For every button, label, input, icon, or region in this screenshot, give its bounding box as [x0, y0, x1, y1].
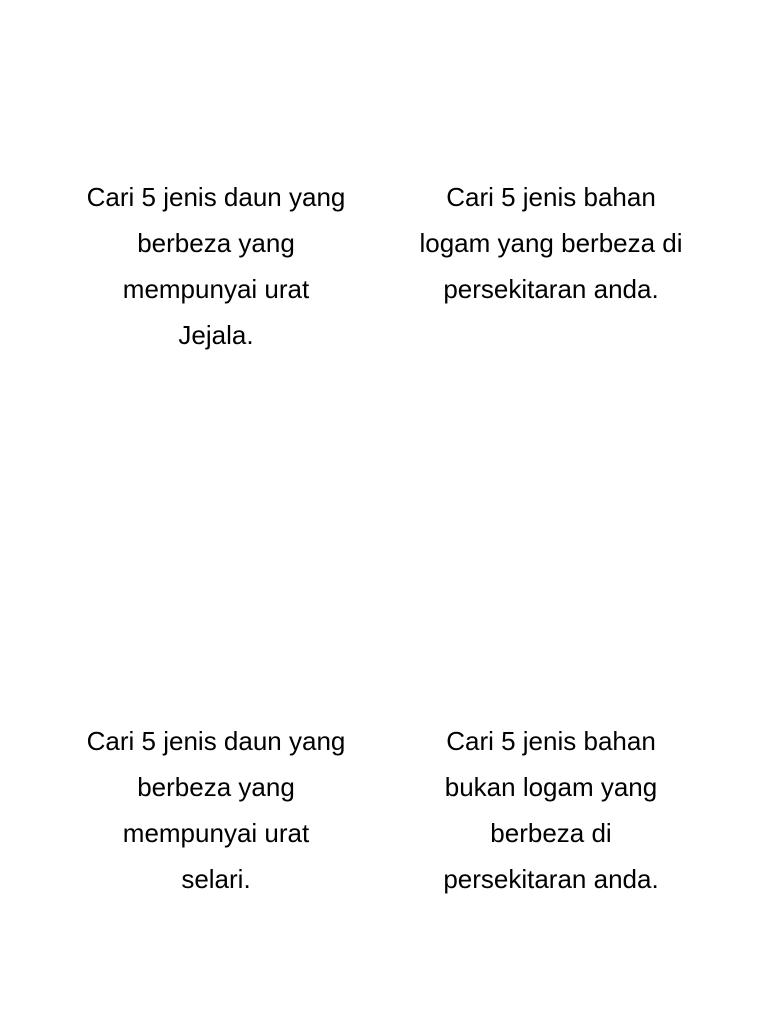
task-card-leaf-parallel-venation — [56, 718, 376, 902]
card-text-line: Cari 5 jenis bahan — [446, 182, 656, 212]
card-text-line: selari. — [181, 864, 251, 894]
card-text-line: mempunyai urat — [122, 274, 310, 304]
card-text-line: berbeza yang — [137, 228, 295, 258]
card-text-line: Cari 5 jenis daun yang — [86, 726, 346, 756]
card-text-line: persekitaran anda. — [443, 274, 659, 304]
card-text-line: persekitaran anda. — [443, 864, 659, 894]
card-text-line: mempunyai urat — [122, 818, 310, 848]
card-text-line: berbeza di — [490, 818, 612, 848]
card-text-line: Cari 5 jenis bahan — [446, 726, 656, 756]
card-text-line: berbeza yang — [137, 772, 295, 802]
task-card-metal-materials — [391, 174, 711, 312]
card-text-line: logam yang berbeza di — [419, 228, 683, 258]
task-card-leaf-net-venation — [56, 174, 376, 358]
card-text-line: Cari 5 jenis daun yang — [86, 182, 346, 212]
card-text-line: bukan logam yang — [444, 772, 658, 802]
card-text-line: Jejala. — [178, 320, 254, 350]
task-card-non-metal-materials — [391, 718, 711, 902]
